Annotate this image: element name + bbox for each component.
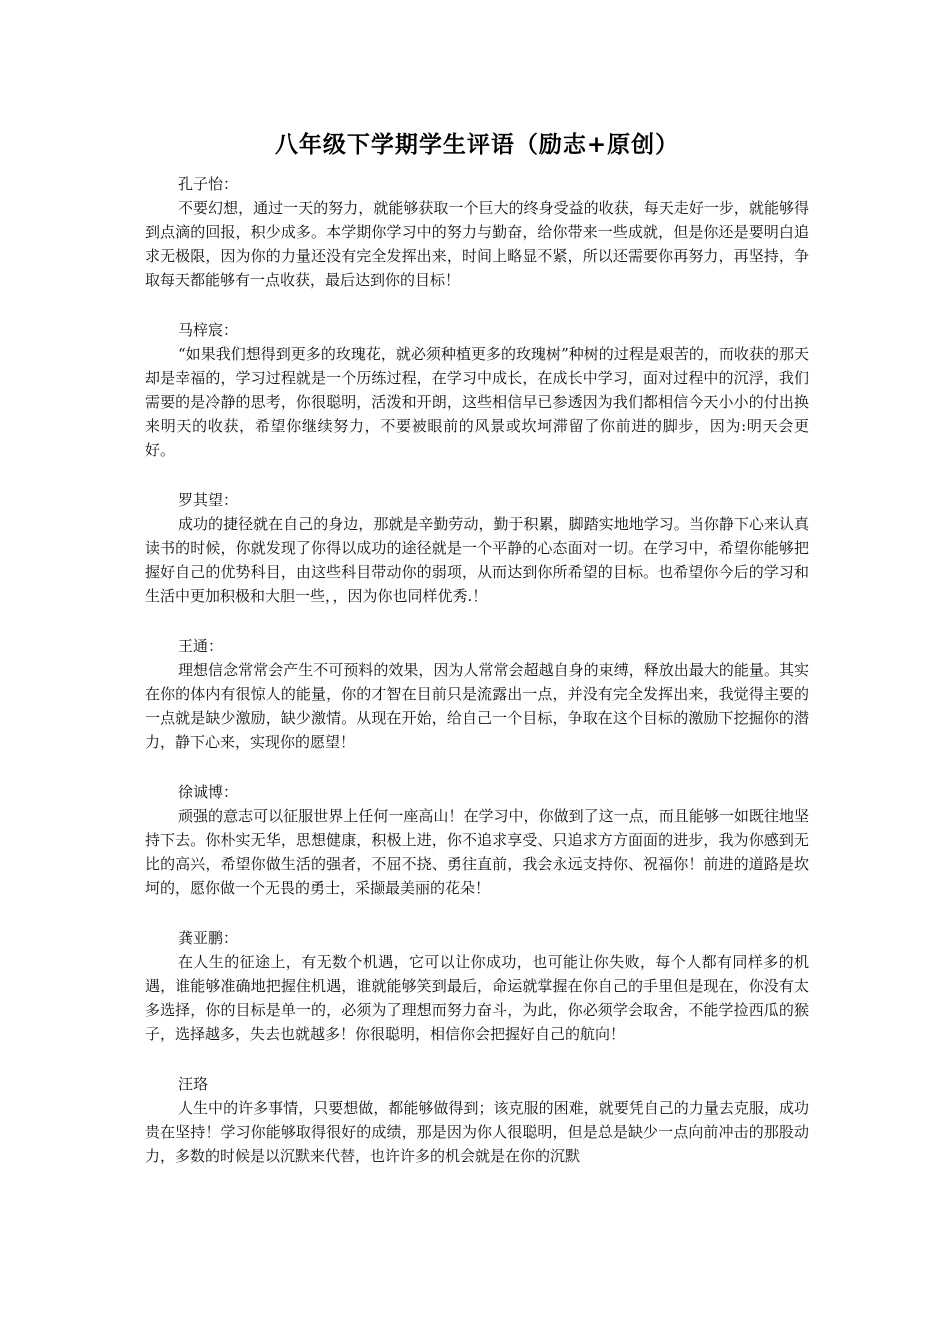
student-comment: 在人生的征途上，有无数个机遇，它可以让你成功，也可能让你失败，每个人都有同样多的机遇，谁能够准确地把握住机遇，谁就能够笑到最后，命运就掌握在你自己的手里但是现在，你没有太多选择，你的目标是单一的，必须为了理想而努力奋斗，为此，你必须学会取舍，不能学捡西瓜的猴子，选择越多，失去也就越多！你很聪明，相信你会把握好自己的航向！ bbox=[145, 953, 809, 1043]
student-entry bbox=[145, 780, 809, 900]
student-comment: 不要幻想，通过一天的努力，就能够获取一个巨大的终身受益的收获，每天走好一步，就能够得到点滴的回报，积少成多。本学期你学习中的努力与勤奋，给你带来一些成就，但是你还是要明白追求无极限，因为你的力量还没有完全发挥出来，时间上略显不紧，所以还需要你再努力，再坚持，争取每天都能够有一点收获，最后达到你的目标！ bbox=[145, 199, 809, 289]
student-name: 龚亚鹏： bbox=[178, 929, 239, 947]
student-comment: 顽强的意志可以征服世界上任何一座高山！在学习中，你做到了这一点，而且能够一如既往地坚持下去。你朴实无华，思想健康，积极上进，你不追求享受、只追求方方面面的进步，我为你感到无比的高兴，希望你做生活的强者，不屈不挠、勇往直前，我会永远支持你、祝福你！前进的道路是坎坷的，愿你做一个无畏的勇士，采撷最美丽的花朵！ bbox=[145, 807, 809, 897]
student-entry bbox=[145, 488, 809, 608]
student-name: 罗其望： bbox=[178, 491, 239, 509]
student-comment: “如果我们想得到更多的玫瑰花，就必须种植更多的玫瑰树”种树的过程是艰苦的，而收获的那天却是幸福的，学习过程就是一个历练过程，在学习中成长，在成长中学习，面对过程中的沉浮，我们需要的是冷静的思考，你很聪明，活泼和开朗，这些相信早已参透因为我们都相信今天小小的付出换来明天的收获，希望你继续努力，不要被眼前的风景或坎坷滞留了你前进的脚步，因为:明天会更好。 bbox=[145, 345, 809, 459]
student-name: 徐诚博： bbox=[178, 783, 239, 801]
student-entry bbox=[145, 172, 809, 292]
student-entry bbox=[145, 318, 809, 462]
student-comment: 人生中的许多事情，只要想做，都能够做得到；该克服的困难，就要凭自己的力量去克服，成功贵在坚持！学习你能够取得很好的成绩，那是因为你人很聪明，但是总是缺少一点向前冲击的那股动力，多数的时候是以沉默来代替，也许许多的机会就是在你的沉默 bbox=[145, 1099, 809, 1165]
student-entry bbox=[145, 634, 809, 754]
student-name: 汪珞 bbox=[178, 1075, 209, 1093]
student-entry bbox=[145, 926, 809, 1046]
student-name: 孔子怡： bbox=[178, 175, 239, 193]
student-comment: 成功的捷径就在自己的身边，那就是辛勤劳动，勤于积累，脚踏实地地学习。当你静下心来认真读书的时候，你就发现了你得以成功的途径就是一个平静的心态面对一切。在学习中，希望你能够把握好自己的优势科目，由这些科目带动你的弱项，从而达到你所希望的目标。也希望你今后的学习和生活中更加积极和大胆一些，，因为你也同样优秀.！ bbox=[145, 515, 809, 605]
student-name: 马梓宸： bbox=[178, 321, 239, 339]
document-page bbox=[145, 128, 809, 1194]
student-comment: 理想信念常常会产生不可预料的效果，因为人常常会超越自身的束缚，释放出最大的能量。其实在你的体内有很惊人的能量，你的才智在目前只是流露出一点，并没有完全发挥出来，我觉得主要的一点就是缺少激励，缺少激情。从现在开始，给自己一个目标，争取在这个目标的激励下挖掘你的潜力，静下心来，实现你的愿望！ bbox=[145, 661, 809, 751]
document-title: 八年级下学期学生评语（励志+原创） bbox=[274, 132, 680, 158]
student-entry bbox=[145, 1072, 809, 1168]
student-name: 王通： bbox=[178, 637, 224, 655]
